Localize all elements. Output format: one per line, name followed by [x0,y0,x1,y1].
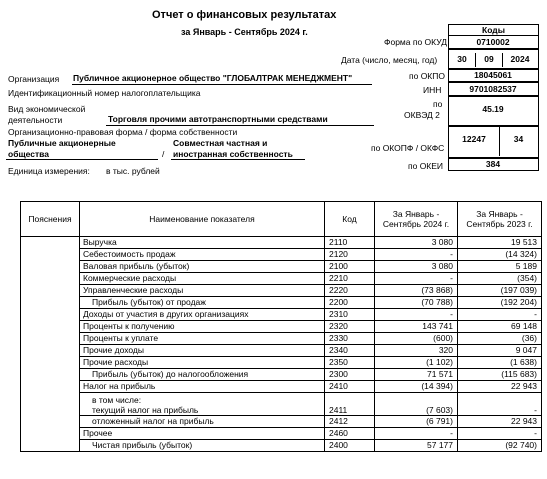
row-name: Прибыль (убыток) до налогообложения [80,369,325,381]
activity-label-1: Вид экономической [8,104,86,114]
row-current: 3 080 [375,261,458,273]
row-note [21,381,80,393]
activity-value: Торговля прочими автотранспортными средствами [108,114,328,124]
row-current: 320 [375,345,458,357]
row-name: Доходы от участия в других организациях [80,309,325,321]
row-code: 2460 [325,428,375,440]
okud-label: Форма по ОКУД [384,37,447,47]
row-name: Чистая прибыль (убыток) [80,440,325,452]
header-notes: Пояснения [21,202,80,237]
row-name: Валовая прибыль (убыток) [80,261,325,273]
form-slash: / [162,149,165,159]
table-row [21,249,542,261]
row-note [21,321,80,333]
table-row [21,297,542,309]
row-previous: 22 943 [458,416,542,428]
okud-box [448,35,539,49]
row-previous: - [458,309,542,321]
row-note [21,273,80,285]
table-row [21,357,542,369]
okpo-label: по ОКПО [409,71,445,81]
row-note [21,297,80,309]
inn-box [448,82,539,96]
header-previous: За Январь - Сентябрь 2023 г. [458,202,542,237]
row-note [21,416,80,428]
ownership-value-2: иностранная собственность [173,149,293,159]
row-previous: - [458,428,542,440]
date-day: 30 [449,53,476,67]
row-previous: (14 324) [458,249,542,261]
okved-box [448,96,539,126]
row-note [21,285,80,297]
form-label: Организационно-правовая форма / форма собственности [8,127,238,137]
report-period: за Январь - Сентябрь 2024 г. [181,27,308,37]
row-code: 2120 [325,249,375,261]
table-row [21,285,542,297]
row-note [21,369,80,381]
row-previous: (197 039) [458,285,542,297]
codes-header: Коды [482,25,505,35]
okei-box [448,158,539,171]
row-previous: 9 047 [458,345,542,357]
row-note [21,440,80,452]
table-row [21,321,542,333]
okei-value: 384 [485,159,501,169]
row-previous: 5 189 [458,261,542,273]
row-current: 71 571 [375,369,458,381]
table-row [21,237,542,249]
row-code: 2100 [325,261,375,273]
opf-value-1: Публичные акционерные [8,138,116,148]
okpo-value: 18045061 [474,70,512,80]
table-row [21,428,542,440]
row-name: Проценты к получению [80,321,325,333]
row-code: 2110 [325,237,375,249]
ownership-underline [171,159,305,160]
table-row [21,393,542,416]
date-box [448,49,539,69]
row-note [21,428,80,440]
header-code: Код [325,202,375,237]
row-name: Прочие доходы [80,345,325,357]
table-row [21,369,542,381]
row-code: 2350 [325,357,375,369]
activity-underline [106,125,374,126]
table-row [21,440,542,452]
row-current: 143 741 [375,321,458,333]
row-code: 2200 [325,297,375,309]
row-previous: (115 683) [458,369,542,381]
row-name: Прочие расходы [80,357,325,369]
okopf-label: по ОКОПФ / ОКФС [371,143,445,153]
date-label: Дата (число, месяц, год) [341,55,438,65]
row-note [21,333,80,345]
row-name: Прибыль (убыток) от продаж [80,297,325,309]
org-label: Организация [8,74,60,84]
row-name: Налог на прибыль [80,381,325,393]
okopf-box [448,126,539,158]
row-name: Себестоимость продаж [80,249,325,261]
row-current: (7 603) [375,393,458,416]
okei-label: по ОКЕИ [408,161,444,171]
okpo-box [448,69,539,82]
row-current: (73 868) [375,285,458,297]
table-row [21,381,542,393]
opf-value-2: общества [8,149,49,159]
row-code: 2330 [325,333,375,345]
inn-code-label: ИНН [423,85,442,95]
table-row [21,309,542,321]
row-previous: (1 638) [458,357,542,369]
inn-label: Идентификационный номер налогоплательщика [8,88,201,98]
okud-value: 0710002 [476,37,510,47]
row-previous: (92 740) [458,440,542,452]
row-name-text: текущий налог на прибыль [92,405,199,415]
row-current: - [375,273,458,285]
table-row [21,261,542,273]
header-indicator: Наименование показателя [80,202,325,237]
okopf-value: 12247 [449,127,500,156]
row-code: 2400 [325,440,375,452]
row-code: 2340 [325,345,375,357]
ownership-value-1: Совместная частная и [173,138,268,148]
row-previous: 22 943 [458,381,542,393]
row-current: - [375,309,458,321]
okved-value: 45.19 [482,104,504,114]
okved-label-1: по [433,99,443,109]
row-current: (14 394) [375,381,458,393]
row-name: Управленческие расходы [80,285,325,297]
row-current: 57 177 [375,440,458,452]
row-name: Проценты к уплате [80,333,325,345]
row-code: 2310 [325,309,375,321]
row-code: 2300 [325,369,375,381]
table-row [21,345,542,357]
date-year: 2024 [510,54,530,64]
row-note [21,393,80,416]
row-name-prefix: в том числе: [92,395,142,405]
table-header-row [21,202,542,237]
date-month: 09 [476,53,503,67]
okfs-value: 34 [513,134,524,144]
row-name: Прочее [80,428,325,440]
opf-underline [6,159,158,160]
okved-label-2: ОКВЭД 2 [404,110,440,120]
table-row [21,273,542,285]
row-name: отложенный налог на прибыль [80,416,325,428]
row-current: (1 102) [375,357,458,369]
row-name [80,393,325,416]
row-previous: - [458,393,542,416]
row-name: Коммерческие расходы [80,273,325,285]
row-previous: (36) [458,333,542,345]
report-title: Отчет о финансовых результатах [152,9,337,21]
table-row [21,333,542,345]
table-row [21,416,542,428]
row-code: 2412 [325,416,375,428]
inn-value: 9701082537 [469,84,517,94]
row-previous: 69 148 [458,321,542,333]
row-current: (600) [375,333,458,345]
row-previous: (192 204) [458,297,542,309]
header-current: За Январь - Сентябрь 2024 г. [375,202,458,237]
row-current: (70 788) [375,297,458,309]
org-name: Публичное акционерное общество "ГЛОБАЛТРАК МЕНЕДЖМЕНТ" [73,73,353,83]
row-code: 2410 [325,381,375,393]
row-note [21,357,80,369]
row-code: 2210 [325,273,375,285]
row-note [21,261,80,273]
row-code: 2411 [325,393,375,416]
row-current: - [375,428,458,440]
org-underline [72,84,372,85]
activity-label-2: деятельности [8,115,63,125]
row-code: 2320 [325,321,375,333]
row-note [21,309,80,321]
financial-results-table [20,201,542,452]
row-current: 3 080 [375,237,458,249]
unit-label: Единица измерения: [8,166,90,176]
row-previous: 19 513 [458,237,542,249]
row-current: - [375,249,458,261]
row-note [21,345,80,357]
row-note [21,249,80,261]
unit-value: в тыс. рублей [106,166,160,176]
row-current: (6 791) [375,416,458,428]
row-name: Выручка [80,237,325,249]
row-note [21,237,80,249]
row-previous: (354) [458,273,542,285]
row-code: 2220 [325,285,375,297]
